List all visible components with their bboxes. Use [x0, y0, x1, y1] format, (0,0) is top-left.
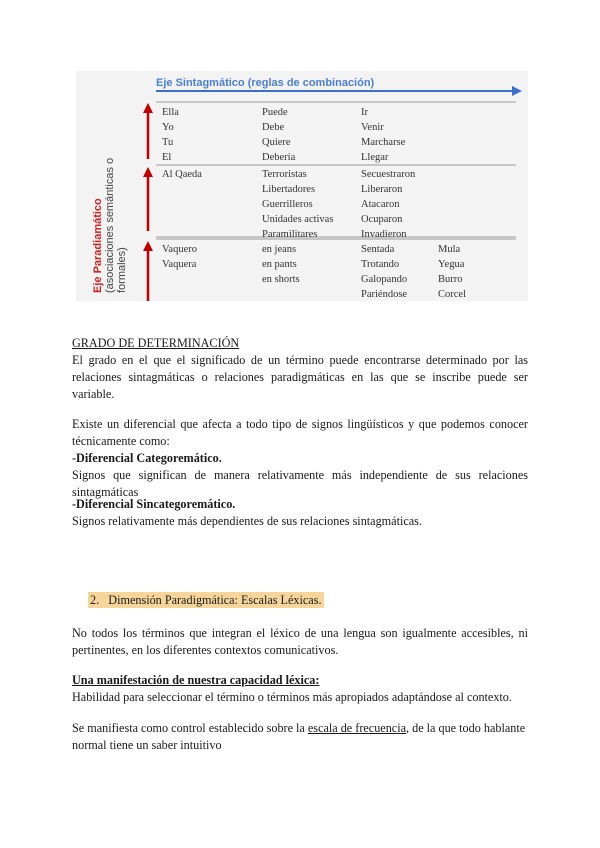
paragraph-diferencial: Existe un diferencial que afecta a todo tipo de signos lingüísticos y que podemos conocer técnicamente como:: [72, 417, 528, 448]
categorematico-label: -Diferencial Categoremático.: [72, 451, 222, 465]
sincategorematico-label: -Diferencial Sincategoremático.: [72, 497, 236, 511]
group3-col2: en jeans en pants en shorts: [262, 244, 300, 285]
section-number: 2.: [90, 593, 100, 607]
paradigm-arrowhead-2: [143, 167, 153, 177]
manifestacion-label: Una manifestación de nuestra capacidad léxica:: [72, 673, 320, 687]
escala-frecuencia-link: escala de frecuencia: [307, 721, 406, 735]
group3-col4: Mula Yegua Burro Corcel: [438, 244, 466, 300]
sincategorematico-text: Signos relativamente más dependientes de sus relaciones sintagmáticas.: [72, 514, 422, 528]
group1-col2: Puede Debe Quiere Debería: [262, 107, 296, 163]
heading-grado-determinacion: GRADO DE DETERMINACIÓN: [72, 336, 240, 350]
group3-col1: Vaquero Vaquera: [162, 244, 197, 270]
paragraph-accesibles: No todos los términos que integran el léxico de una lengua son igualmente accesibles, ni pertinentes, en los diferentes contextos comunicativos.: [72, 626, 528, 657]
figure-title: Eje Sintagmático (reglas de combinación): [156, 77, 375, 89]
manifestacion-text: Habilidad para seleccionar el término o términos más apropiados adaptándose al contexto.: [72, 690, 512, 704]
syntagmatic-arrowhead: [512, 86, 522, 96]
group2-col3: Secuestraron Liberaron Atacaron Ocuparon Invadieron: [361, 169, 416, 240]
paradigm-syntagm-figure: [76, 71, 528, 301]
paradigmatic-axis-label: [92, 143, 128, 293]
group1-col3: Ir Venir Marcharse Llegar: [361, 107, 406, 163]
paradigm-arrowhead-3: [143, 241, 153, 251]
paragraph-grado: El grado en el que el significado de un término puede encontrarse determinado por las relaciones sintagmáticas o relaciones paradigmáticas en las que se inscribe puede ser variable.: [72, 353, 528, 401]
section-heading: [88, 592, 528, 609]
group1-col1: Ella Yo Tu El: [162, 107, 179, 163]
section-heading-highlight: [88, 592, 324, 608]
paradigm-arrowhead-1: [143, 103, 153, 113]
axis-label-sub: (asociaciones semánticas o formales): [104, 157, 128, 293]
section-title: Dimensión Paradigmática: Escalas Léxicas.: [108, 593, 322, 607]
paragraph-escala: Se manifiesta como control establecido sobre la escala de frecuencia, de la que todo hablante normal tiene un saber intuitivo: [72, 721, 526, 752]
group2-col1: Al Qaeda: [162, 169, 202, 180]
group2-col2: Terroristas Libertadores Guerrilleros Unidades activas Paramilitares: [262, 169, 334, 240]
categorematico-text: Signos que significan de manera relativamente más independiente de sus relaciones sintagmáticas: [72, 468, 528, 499]
axis-label-main: Eje Paradiamático: [92, 198, 104, 293]
group3-col3: Sentada Trotando Galopando Pariéndose: [361, 244, 408, 300]
